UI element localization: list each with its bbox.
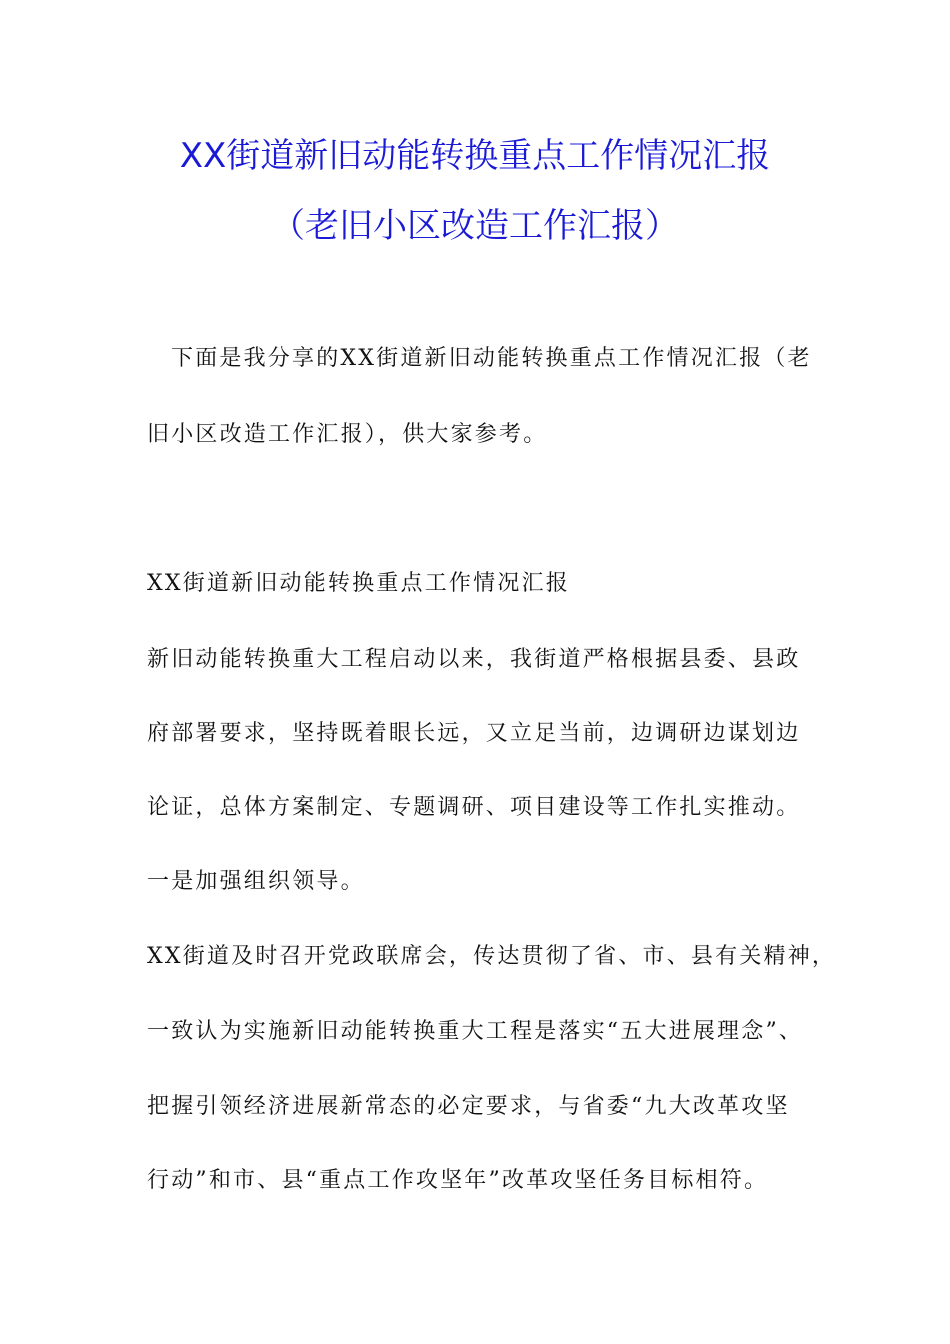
paragraph1-line-1: 新旧动能转换重大工程启动以来，我街道严格根据县委、县政 (147, 647, 801, 672)
document-title: XX街道新旧动能转换重点工作情况汇报 (179, 136, 771, 176)
paragraph1-line-2: 府部署要求，坚持既着眼长远，又立足当前，边调研边谋划边 (147, 721, 801, 746)
paragraph2-line-1: XX街道及时召开党政联席会，传达贯彻了省、市、县有关精神， (147, 944, 837, 969)
paragraph2-line-3: 把握引领经济进展新常态的必定要求，与省委“九大改革攻坚 (147, 1094, 790, 1119)
paragraph2-line-2: 一致认为实施新旧动能转换重大工程是落实“五大进展理念”、 (147, 1019, 804, 1044)
intro-line-1: 下面是我分享的XX街道新旧动能转换重点工作情况汇报（老 (171, 346, 812, 371)
paragraph2-line-4: 行动”和市、县“重点工作攻坚年”改革攻坚任务目标相符。 (147, 1168, 769, 1193)
intro-line-2: 旧小区改造工作汇报），供大家参考。 (147, 422, 548, 447)
section-heading: XX街道新旧动能转换重点工作情况汇报 (147, 571, 570, 596)
document-subtitle: （老旧小区改造工作汇报） (271, 206, 679, 246)
paragraph1-line-3: 论证，总体方案制定、专题调研、项目建设等工作扎实推动。 (147, 795, 801, 820)
point-one-heading: 一是加强组织领导。 (147, 869, 365, 894)
